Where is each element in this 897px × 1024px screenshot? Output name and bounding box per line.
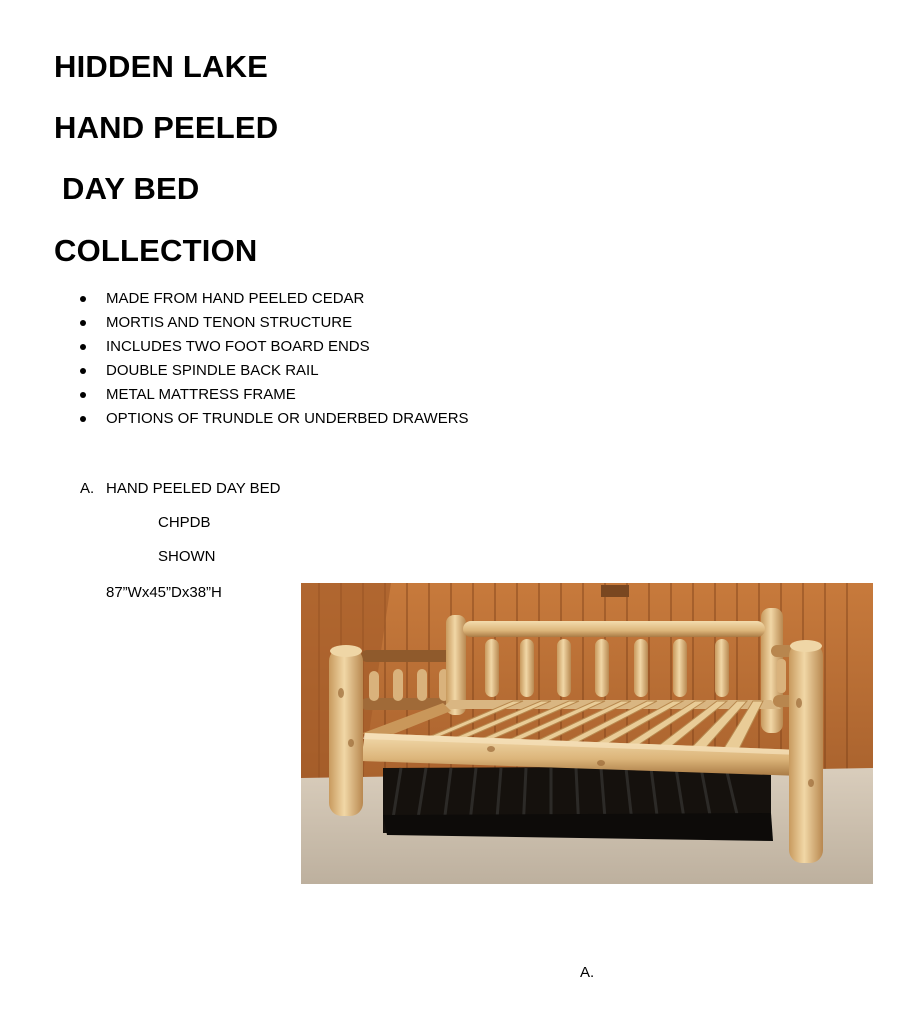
feature-text: MADE FROM HAND PEELED CEDAR (106, 290, 365, 307)
feature-item (80, 337, 469, 361)
daybed-photo (301, 583, 873, 884)
title-line-2: HAND PEELED (54, 110, 279, 145)
feature-text: INCLUDES TWO FOOT BOARD ENDS (106, 338, 370, 355)
item-marker: A. (80, 480, 95, 497)
feature-item (80, 289, 469, 313)
bullet-icon (80, 296, 86, 302)
feature-item (80, 313, 469, 337)
bullet-icon (80, 416, 86, 422)
feature-item (80, 385, 469, 409)
item-dimensions: 87”Wx45”Dx38”H (106, 584, 222, 601)
feature-item (80, 409, 469, 433)
title-line-4: COLLECTION (54, 233, 258, 268)
bullet-icon (80, 368, 86, 374)
feature-list (80, 289, 469, 433)
bullet-icon (80, 392, 86, 398)
feature-text: METAL MATTRESS FRAME (106, 386, 296, 403)
bullet-icon (80, 344, 86, 350)
feature-item (80, 361, 469, 385)
item-label (80, 480, 281, 497)
bullet-icon (80, 320, 86, 326)
feature-text: DOUBLE SPINDLE BACK RAIL (106, 362, 319, 379)
item-code: CHPDB (158, 514, 211, 531)
item-name: HAND PEELED DAY BED (106, 480, 281, 497)
item-status: SHOWN (158, 548, 216, 565)
title-line-1: HIDDEN LAKE (54, 49, 269, 84)
photo-caption: A. (580, 964, 595, 981)
feature-text: OPTIONS OF TRUNDLE OR UNDERBED DRAWERS (106, 410, 469, 427)
title-line-3: DAY BED (62, 171, 200, 206)
feature-text: MORTIS AND TENON STRUCTURE (106, 314, 353, 331)
